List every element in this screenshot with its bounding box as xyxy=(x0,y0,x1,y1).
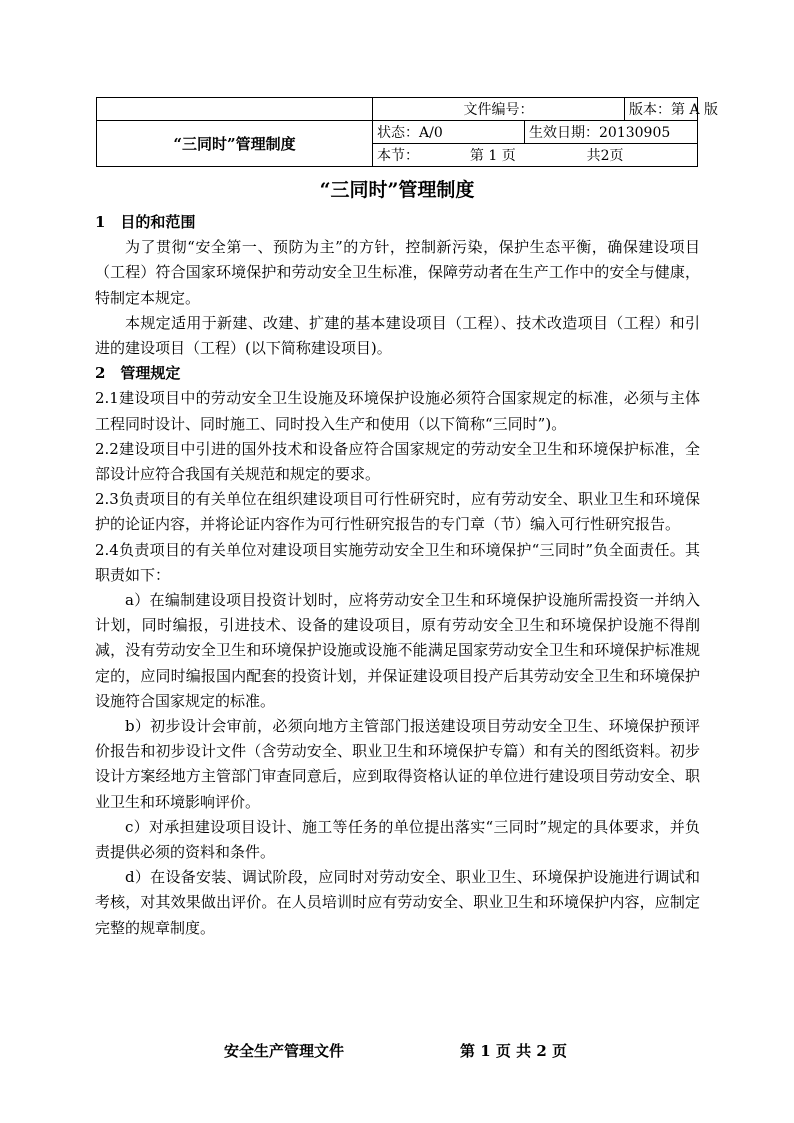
page-total-label: 共2页 xyxy=(586,148,624,164)
sub-clause-item: c）对承担建设项目设计、施工等任务的单位提出落实“三同时”规定的具体要求，并负责提供必须的资料和条件。 xyxy=(95,817,700,862)
document-body xyxy=(95,210,700,941)
section-label: 本节： xyxy=(377,148,419,164)
footer-page-number: 第 1 页 共 2 页 xyxy=(460,1042,567,1060)
version-label: 版本：第 A 版 xyxy=(625,98,698,121)
clause-item: 2.2建设项目中引进的国外技术和设备应符合国家规定的劳动安全卫生和环境保护标准，全部设计应符合我国有关规范和规定的要求。 xyxy=(95,439,700,484)
paragraph: 为了贯彻“安全第一、预防为主”的方针，控制新污染，保护生态平衡，确保建设项目（工程）符合国家环境保护和劳动安全卫生标准，保障劳动者在生产工作中的安全与健康，特制定本规定。 xyxy=(95,238,700,307)
paragraph: 本规定适用于新建、改建、扩建的基本建设项目（工程）、技术改造项目（工程）和引进的建设项目（工程）(以下简称建设项目)。 xyxy=(95,313,700,358)
sub-clause-item: d）在设备安装、调试阶段，应同时对劳动安全、职业卫生、环境保护设施进行调试和考核，对其效果做出评价。在人员培训时应有劳动安全、职业卫生和环境保护内容，应制定完整的规章制度。 xyxy=(95,868,700,937)
footer-doc-label: 安全生产管理文件 xyxy=(224,1042,345,1060)
clause-item: 2.4负责项目的有关单位对建设项目实施劳动安全卫生和环境保护“三同时”负全面责任。其职责如下： xyxy=(95,540,700,584)
section-heading-purpose: 1 目的和范围 xyxy=(95,213,196,231)
document-title: “三同时”管理制度 xyxy=(319,179,475,201)
doc-number-label: 文件编号： xyxy=(373,98,625,121)
sub-clause-item: b）初步设计会审前，必须向地方主管部门报送建设项目劳动安全卫生、环境保护预评价报告和初步设计文件（含劳动安全、职业卫生和环境保护专篇）和有关的图纸资料。初步设计方案经地方主管部门审查同意后，应到取得资格认证的单位进行建设项目劳动安全、职业卫生和环境影响评价。 xyxy=(95,717,700,811)
page-current-label: 第 1 页 xyxy=(469,148,516,164)
sub-clause-item: a）在编制建设项目投资计划时，应将劳动安全卫生和环境保护设施所需投资一并纳入计划，同时编报，引进技术、设备的建设项目，原有劳动安全卫生和环境保护设施不得削减，没有劳动安全卫生和环境保护设施或设施不能满足国家劳动安全卫生和环境保护标准规定的，应同时编报国内配套的投资计划，并保证建设项目投产后其劳动安全卫生和环境保护设施符合国家规定的标准。 xyxy=(95,591,700,710)
effective-date-label: 生效日期：20130905 xyxy=(525,121,698,144)
section-heading-management: 2 管理规定 xyxy=(95,364,181,383)
status-label: 状态：A/0 xyxy=(373,121,525,144)
header-blank-cell xyxy=(97,98,373,121)
section-page-cell xyxy=(373,144,698,167)
clause-item: 2.3负责项目的有关单位在组织建设项目可行性研究时，应有劳动安全、职业卫生和环境保护的论证内容，并将论证内容作为可行性研究报告的专门章（节）编入可行性研究报告。 xyxy=(95,490,700,534)
clause-item: 2.1建设项目中的劳动安全卫生设施及环境保护设施必须符合国家规定的标准，必须与主体工程同时设计、同时施工、同时投入生产和使用（以下简称“三同时”)。 xyxy=(95,389,700,433)
document-header-table xyxy=(96,97,719,167)
header-title: “三同时”管理制度 xyxy=(97,121,373,167)
